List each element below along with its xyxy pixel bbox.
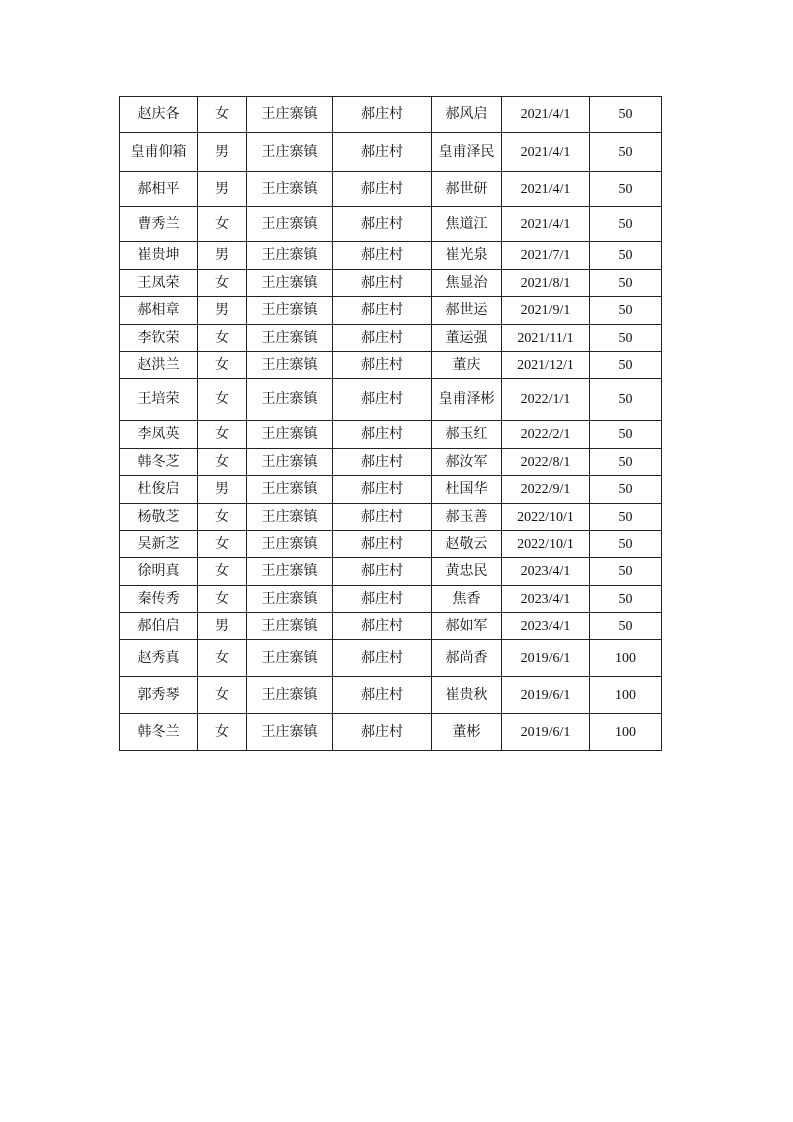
- cell-gender: 女: [198, 558, 247, 586]
- cell-gender: 女: [198, 677, 247, 714]
- table-row: [120, 613, 662, 640]
- cell-date: 2019/6/1: [502, 714, 590, 751]
- cell-relative: 杜国华: [432, 476, 502, 504]
- cell-village: 郝庄村: [333, 714, 432, 751]
- cell-amount: 100: [590, 677, 662, 714]
- cell-town: 王庄寨镇: [247, 207, 333, 242]
- cell-name: 韩冬芝: [120, 449, 198, 476]
- cell-relative: 焦显治: [432, 270, 502, 297]
- cell-gender: 女: [198, 270, 247, 297]
- cell-village: 郝庄村: [333, 172, 432, 207]
- cell-gender: 女: [198, 449, 247, 476]
- cell-name: 李钦荣: [120, 325, 198, 352]
- cell-town: 王庄寨镇: [247, 531, 333, 558]
- cell-gender: 女: [198, 640, 247, 677]
- cell-gender: 男: [198, 297, 247, 325]
- cell-amount: 50: [590, 352, 662, 379]
- table-row: [120, 421, 662, 449]
- cell-village: 郝庄村: [333, 297, 432, 325]
- cell-town: 王庄寨镇: [247, 297, 333, 325]
- cell-name: 王凤荣: [120, 270, 198, 297]
- table-row: [120, 172, 662, 207]
- cell-village: 郝庄村: [333, 270, 432, 297]
- cell-amount: 50: [590, 504, 662, 531]
- cell-date: 2021/4/1: [502, 133, 590, 172]
- cell-relative: 焦道江: [432, 207, 502, 242]
- cell-name: 李凤英: [120, 421, 198, 449]
- cell-name: 韩冬兰: [120, 714, 198, 751]
- cell-town: 王庄寨镇: [247, 586, 333, 613]
- cell-village: 郝庄村: [333, 133, 432, 172]
- roster-body: [120, 97, 662, 751]
- cell-relative: 郝尚香: [432, 640, 502, 677]
- cell-amount: 50: [590, 242, 662, 270]
- cell-village: 郝庄村: [333, 677, 432, 714]
- cell-town: 王庄寨镇: [247, 613, 333, 640]
- cell-date: 2019/6/1: [502, 640, 590, 677]
- cell-date: 2022/2/1: [502, 421, 590, 449]
- cell-amount: 50: [590, 558, 662, 586]
- table-row: [120, 133, 662, 172]
- cell-village: 郝庄村: [333, 504, 432, 531]
- cell-date: 2021/4/1: [502, 207, 590, 242]
- cell-town: 王庄寨镇: [247, 421, 333, 449]
- cell-gender: 女: [198, 586, 247, 613]
- cell-village: 郝庄村: [333, 242, 432, 270]
- cell-gender: 男: [198, 133, 247, 172]
- cell-name: 杜俊启: [120, 476, 198, 504]
- cell-gender: 女: [198, 97, 247, 133]
- cell-relative: 郝如军: [432, 613, 502, 640]
- table-row: [120, 242, 662, 270]
- table-row: [120, 297, 662, 325]
- cell-gender: 女: [198, 325, 247, 352]
- cell-date: 2021/11/1: [502, 325, 590, 352]
- cell-relative: 郝风启: [432, 97, 502, 133]
- cell-name: 杨敬芝: [120, 504, 198, 531]
- cell-amount: 50: [590, 325, 662, 352]
- cell-relative: 崔光泉: [432, 242, 502, 270]
- table-row: [120, 586, 662, 613]
- cell-amount: 50: [590, 172, 662, 207]
- cell-amount: 50: [590, 476, 662, 504]
- cell-village: 郝庄村: [333, 449, 432, 476]
- cell-date: 2023/4/1: [502, 558, 590, 586]
- cell-gender: 女: [198, 714, 247, 751]
- cell-gender: 女: [198, 531, 247, 558]
- cell-amount: 50: [590, 133, 662, 172]
- cell-date: 2019/6/1: [502, 677, 590, 714]
- table-row: [120, 325, 662, 352]
- table-row: [120, 97, 662, 133]
- table-row: [120, 352, 662, 379]
- cell-town: 王庄寨镇: [247, 325, 333, 352]
- table-row: [120, 504, 662, 531]
- cell-name: 秦传秀: [120, 586, 198, 613]
- cell-gender: 男: [198, 613, 247, 640]
- table-row: [120, 714, 662, 751]
- cell-date: 2022/8/1: [502, 449, 590, 476]
- cell-amount: 50: [590, 421, 662, 449]
- cell-name: 郝相平: [120, 172, 198, 207]
- table-row: [120, 531, 662, 558]
- cell-relative: 皇甫泽民: [432, 133, 502, 172]
- cell-village: 郝庄村: [333, 97, 432, 133]
- cell-date: 2022/10/1: [502, 504, 590, 531]
- cell-relative: 郝汝军: [432, 449, 502, 476]
- cell-date: 2021/8/1: [502, 270, 590, 297]
- cell-relative: 郝世运: [432, 297, 502, 325]
- subsidy-roster-table: [119, 96, 662, 751]
- cell-name: 王培荣: [120, 379, 198, 421]
- cell-date: 2023/4/1: [502, 613, 590, 640]
- cell-name: 赵庆各: [120, 97, 198, 133]
- cell-amount: 50: [590, 586, 662, 613]
- cell-name: 吴新芝: [120, 531, 198, 558]
- cell-amount: 50: [590, 449, 662, 476]
- cell-gender: 男: [198, 476, 247, 504]
- cell-relative: 董彬: [432, 714, 502, 751]
- cell-relative: 董运强: [432, 325, 502, 352]
- cell-date: 2022/10/1: [502, 531, 590, 558]
- table-row: [120, 449, 662, 476]
- cell-town: 王庄寨镇: [247, 640, 333, 677]
- cell-date: 2022/9/1: [502, 476, 590, 504]
- cell-village: 郝庄村: [333, 586, 432, 613]
- cell-town: 王庄寨镇: [247, 449, 333, 476]
- table-row: [120, 677, 662, 714]
- cell-name: 崔贵坤: [120, 242, 198, 270]
- cell-date: 2021/4/1: [502, 172, 590, 207]
- cell-town: 王庄寨镇: [247, 172, 333, 207]
- cell-amount: 50: [590, 97, 662, 133]
- cell-village: 郝庄村: [333, 476, 432, 504]
- cell-date: 2021/9/1: [502, 297, 590, 325]
- cell-town: 王庄寨镇: [247, 270, 333, 297]
- cell-village: 郝庄村: [333, 207, 432, 242]
- cell-amount: 50: [590, 297, 662, 325]
- cell-name: 郝相章: [120, 297, 198, 325]
- cell-gender: 女: [198, 421, 247, 449]
- cell-relative: 焦香: [432, 586, 502, 613]
- cell-town: 王庄寨镇: [247, 242, 333, 270]
- cell-amount: 100: [590, 714, 662, 751]
- cell-name: 郝伯启: [120, 613, 198, 640]
- cell-village: 郝庄村: [333, 613, 432, 640]
- cell-name: 徐明真: [120, 558, 198, 586]
- cell-gender: 女: [198, 379, 247, 421]
- cell-relative: 崔贵秋: [432, 677, 502, 714]
- cell-town: 王庄寨镇: [247, 677, 333, 714]
- cell-relative: 皇甫泽彬: [432, 379, 502, 421]
- cell-town: 王庄寨镇: [247, 504, 333, 531]
- cell-village: 郝庄村: [333, 640, 432, 677]
- cell-relative: 赵敬云: [432, 531, 502, 558]
- cell-relative: 郝玉红: [432, 421, 502, 449]
- cell-village: 郝庄村: [333, 558, 432, 586]
- cell-amount: 100: [590, 640, 662, 677]
- cell-name: 赵秀真: [120, 640, 198, 677]
- cell-relative: 郝世研: [432, 172, 502, 207]
- cell-name: 郭秀琴: [120, 677, 198, 714]
- cell-village: 郝庄村: [333, 379, 432, 421]
- cell-date: 2021/4/1: [502, 97, 590, 133]
- cell-gender: 女: [198, 504, 247, 531]
- cell-village: 郝庄村: [333, 325, 432, 352]
- cell-village: 郝庄村: [333, 421, 432, 449]
- cell-name: 赵洪兰: [120, 352, 198, 379]
- cell-village: 郝庄村: [333, 352, 432, 379]
- cell-date: 2022/1/1: [502, 379, 590, 421]
- table-row: [120, 270, 662, 297]
- cell-amount: 50: [590, 531, 662, 558]
- cell-amount: 50: [590, 207, 662, 242]
- cell-town: 王庄寨镇: [247, 379, 333, 421]
- table-row: [120, 558, 662, 586]
- cell-name: 皇甫仰箱: [120, 133, 198, 172]
- table-row: [120, 379, 662, 421]
- cell-town: 王庄寨镇: [247, 714, 333, 751]
- cell-town: 王庄寨镇: [247, 352, 333, 379]
- cell-name: 曹秀兰: [120, 207, 198, 242]
- cell-amount: 50: [590, 613, 662, 640]
- cell-relative: 黄忠民: [432, 558, 502, 586]
- cell-gender: 女: [198, 207, 247, 242]
- cell-relative: 郝玉善: [432, 504, 502, 531]
- cell-gender: 男: [198, 242, 247, 270]
- cell-gender: 男: [198, 172, 247, 207]
- table-row: [120, 476, 662, 504]
- cell-town: 王庄寨镇: [247, 97, 333, 133]
- cell-date: 2021/7/1: [502, 242, 590, 270]
- cell-gender: 女: [198, 352, 247, 379]
- cell-amount: 50: [590, 379, 662, 421]
- cell-relative: 董庆: [432, 352, 502, 379]
- cell-village: 郝庄村: [333, 531, 432, 558]
- table-row: [120, 640, 662, 677]
- cell-town: 王庄寨镇: [247, 476, 333, 504]
- cell-amount: 50: [590, 270, 662, 297]
- cell-town: 王庄寨镇: [247, 558, 333, 586]
- cell-date: 2023/4/1: [502, 586, 590, 613]
- table-row: [120, 207, 662, 242]
- cell-date: 2021/12/1: [502, 352, 590, 379]
- cell-town: 王庄寨镇: [247, 133, 333, 172]
